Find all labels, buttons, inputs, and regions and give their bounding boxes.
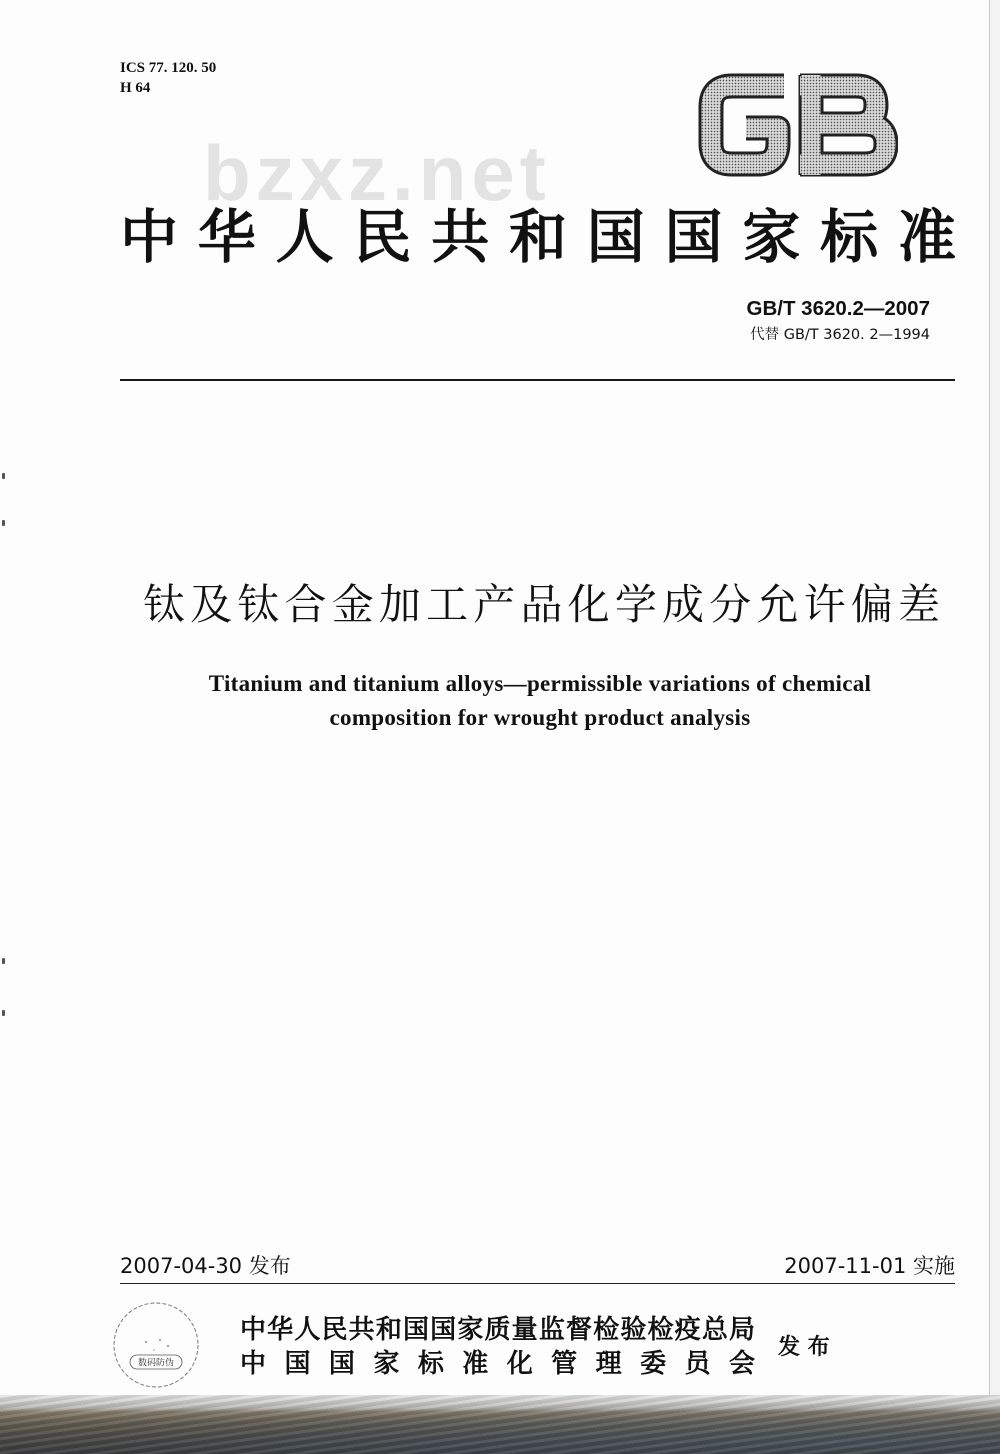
classification-codes (120, 58, 216, 98)
standard-code: GB/T 3620.2—2007 (746, 297, 930, 320)
document-title-en-line-2: composition for wrought product analysis (329, 705, 751, 730)
scan-background-strip (0, 1395, 1000, 1454)
document-title-zh: 钛及钛合金加工产品化学成分允许偏差 (143, 580, 940, 629)
issue-date: 2007-04-30 发布 (120, 1254, 291, 1278)
scan-speck (2, 1010, 5, 1016)
issuer-aqsiq: 中华人民共和国国家质量监督检验检疫总局 (240, 1315, 755, 1345)
ics-code: ICS 77. 120. 50 (120, 60, 217, 76)
scan-speck (2, 520, 5, 526)
header-divider (120, 379, 955, 381)
seal-dot (145, 1341, 147, 1343)
page-edge-line (989, 0, 990, 1395)
footer-divider (120, 1283, 955, 1284)
issuer-sac: 中 国 国 家 标 准 化 管 理 委 员 会 (240, 1349, 755, 1379)
scan-speck (2, 473, 5, 479)
anti-counterfeit-seal-icon (110, 1300, 202, 1390)
page-title: 中华人民共和国国家标准 (120, 204, 956, 270)
seal-dot (159, 1339, 161, 1341)
replaced-standard: 代替 GB/T 3620. 2—1994 (750, 327, 930, 343)
seal-dot (167, 1345, 169, 1347)
gb-logo-icon (698, 73, 898, 177)
scan-speck (2, 958, 5, 964)
seal-dot (153, 1349, 155, 1351)
document-title-en-line-1: Titanium and titanium alloys—permissible variations of chemical (208, 671, 872, 696)
issued-by-label: 发 布 (778, 1335, 830, 1360)
seal-ring (114, 1303, 198, 1387)
document-title-en (100, 667, 980, 735)
watermark: bzxz.net (203, 129, 551, 217)
page-edge-shadow (990, 0, 1000, 1395)
ccs-code: H 64 (120, 80, 151, 96)
seal-label: 数码防伪 (137, 1358, 175, 1369)
implementation-date: 2007-11-01 实施 (784, 1254, 955, 1278)
